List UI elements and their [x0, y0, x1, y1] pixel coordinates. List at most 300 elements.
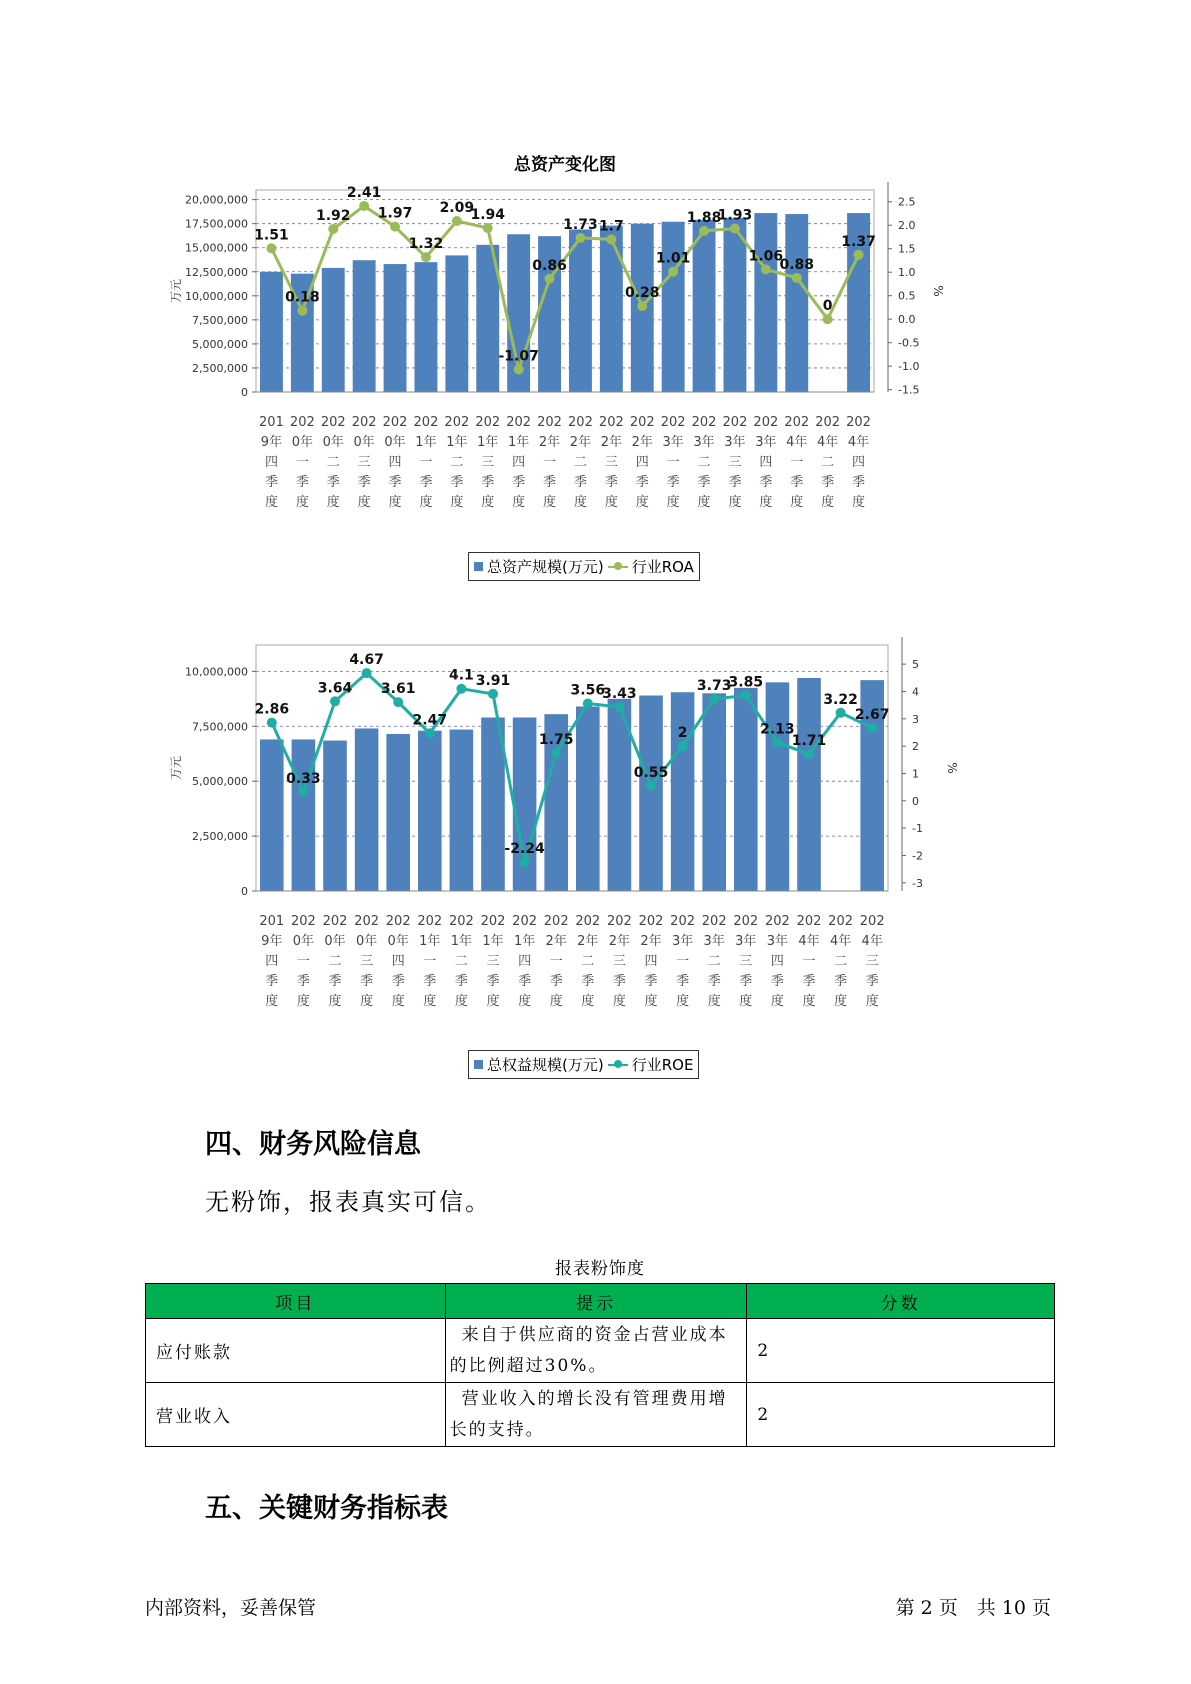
series-point [393, 697, 403, 707]
chart-title: 总资产变化图 [514, 155, 616, 175]
x-tick-label: 度 [296, 994, 310, 1009]
column-header: 项目 [146, 1284, 446, 1319]
data-label: 1.94 [470, 207, 506, 224]
bar [662, 222, 685, 392]
x-tick-label: 度 [644, 994, 658, 1009]
x-tick-label: 202 [351, 415, 377, 430]
series-point [298, 787, 308, 797]
x-tick-label: 三 [357, 455, 371, 470]
x-tick-label: 1年 [477, 435, 499, 450]
x-tick-label: 度 [512, 495, 526, 510]
x-tick-label: 度 [573, 495, 587, 510]
x-tick-label: 202 [322, 914, 348, 929]
y-tick-label: 0 [241, 386, 248, 399]
bar [260, 739, 284, 891]
x-tick-label: 度 [759, 495, 773, 510]
x-tick-label: 度 [543, 495, 557, 510]
x-tick-label: 201 [259, 415, 284, 430]
data-label: 1.7 [598, 218, 624, 235]
x-tick-label: 季 [697, 475, 711, 490]
x-tick-label: 0年 [322, 435, 344, 450]
series-point [421, 252, 431, 262]
x-tick-label: 4年 [786, 435, 808, 450]
y2-tick-label: -0.5 [898, 336, 920, 350]
x-tick-label: 度 [264, 495, 278, 510]
data-label: 3.64 [317, 680, 353, 697]
x-tick-label: 度 [707, 994, 721, 1009]
x-tick-label: 度 [423, 994, 437, 1009]
x-tick-label: 三 [481, 455, 495, 470]
x-tick-label: 202 [290, 914, 316, 929]
x-tick-label: 2年 [608, 934, 631, 949]
x-tick-label: 2年 [640, 934, 662, 949]
x-tick-label: 0年 [292, 934, 315, 949]
x-tick-label: 202 [385, 914, 411, 929]
x-tick-label: 二 [581, 954, 595, 969]
data-label: 1.88 [686, 209, 722, 226]
whitewash-table [145, 1283, 1055, 1447]
x-tick-label: 季 [802, 974, 816, 989]
legend-label-bar: 总资产规模(万元) [487, 558, 604, 576]
x-tick-label: 三 [612, 954, 626, 969]
bar [355, 728, 379, 891]
x-tick-label: 季 [486, 974, 500, 989]
series-point [483, 223, 493, 233]
data-label: 3.22 [823, 691, 858, 708]
data-label: 1.32 [408, 236, 444, 253]
x-tick-label: 度 [518, 994, 532, 1009]
y-tick-label: 5,000,000 [192, 337, 248, 351]
y-tick-label: 12,500,000 [185, 265, 248, 279]
x-tick-label: 季 [581, 974, 595, 989]
data-label: 3.61 [380, 681, 416, 698]
x-tick-label: 3年 [703, 934, 725, 949]
y-tick-label: 10,000,000 [185, 665, 248, 679]
x-tick-label: 度 [454, 994, 468, 1009]
x-tick-label: 四 [635, 455, 649, 470]
x-tick-label: 二 [328, 954, 342, 969]
y-tick-label: 0 [241, 885, 248, 898]
y2-tick-label: 2.5 [898, 195, 916, 209]
x-tick-label: 度 [790, 495, 804, 510]
x-tick-label: 202 [764, 914, 790, 929]
data-label: 1.37 [841, 233, 876, 250]
y-tick-label: 2,500,000 [192, 361, 248, 375]
x-tick-label: 二 [450, 455, 464, 470]
x-tick-label: 4年 [861, 934, 883, 949]
x-tick-label: 度 [581, 994, 595, 1009]
x-tick-label: 2年 [600, 435, 622, 450]
data-label: 1.93 [717, 207, 753, 224]
y2-tick-label: 1.5 [898, 242, 916, 256]
chart-canvas [170, 184, 960, 574]
x-tick-label: 202 [320, 415, 346, 430]
series-point [266, 243, 276, 253]
x-tick-label: 202 [828, 914, 854, 929]
x-tick-label: 四 [770, 954, 784, 969]
y2-tick-label: 2.0 [898, 219, 916, 233]
x-tick-label: 3年 [724, 435, 746, 450]
x-tick-label: 202 [575, 914, 601, 929]
x-tick-label: 季 [295, 475, 309, 490]
y2-tick-label: -1.0 [898, 360, 920, 374]
bar [671, 692, 695, 891]
x-tick-label: 度 [295, 495, 309, 510]
cell-tip [445, 1383, 747, 1447]
x-tick-label: 0年 [353, 435, 375, 450]
x-tick-label: 2年 [577, 934, 599, 949]
cell-tip [445, 1319, 747, 1383]
x-tick-label: 一 [296, 954, 310, 969]
bar [450, 730, 474, 891]
y-axis-title: 万元 [169, 755, 183, 781]
x-tick-label: 二 [834, 954, 848, 969]
x-tick-label: 202 [444, 415, 470, 430]
series-point [425, 728, 435, 738]
data-label: 1.75 [538, 731, 574, 748]
chart-canvas [169, 652, 960, 1071]
x-tick-label: 季 [264, 475, 278, 490]
x-tick-label: 度 [728, 495, 742, 510]
series-point [575, 233, 585, 243]
table-header-row [146, 1284, 1055, 1319]
x-tick-label: 季 [573, 475, 587, 490]
risk-summary-text: 无粉饰，报表真实可信。 [205, 1188, 491, 1216]
cell-score: 2 [747, 1383, 1055, 1447]
x-tick-label: 202 [568, 415, 593, 430]
x-tick-label: 3年 [766, 934, 789, 949]
data-label: 4.1 [448, 667, 474, 684]
bar [569, 229, 592, 392]
x-tick-label: 202 [506, 415, 532, 430]
series-point [836, 708, 846, 718]
series-point [606, 234, 616, 244]
series-point [488, 689, 498, 699]
data-label: 2.67 [854, 706, 890, 723]
legend-line-swatch [608, 562, 628, 571]
y2-tick-label: 0.0 [898, 313, 916, 327]
data-label: 2 [677, 725, 688, 742]
section-heading-financial-risk: 四、财务风险信息 [205, 1129, 421, 1160]
x-tick-label: 0年 [355, 934, 378, 949]
legend-bar-swatch [474, 562, 483, 571]
x-tick-label: 202 [480, 914, 506, 929]
series-point [709, 694, 719, 704]
data-label: 3.73 [696, 677, 732, 694]
x-tick-label: 季 [357, 475, 371, 490]
series-point [390, 222, 400, 232]
x-tick-label: 202 [796, 914, 822, 929]
footer-confidential: 内部资料，妥善保管 [145, 1597, 317, 1619]
x-tick-label: 2年 [569, 435, 592, 450]
x-tick-label: 3年 [662, 435, 684, 450]
data-label: 3.43 [602, 686, 637, 703]
x-tick-label: 三 [865, 954, 879, 969]
x-tick-label: 202 [784, 415, 810, 430]
x-tick-label: 一 [423, 954, 437, 969]
x-tick-label: 季 [612, 974, 626, 989]
x-tick-label: 季 [481, 475, 495, 490]
series-point [297, 306, 307, 316]
chart-legend [468, 552, 700, 581]
total-assets-chart [170, 146, 960, 596]
x-tick-label: 1年 [446, 435, 468, 450]
x-tick-label: 一 [543, 455, 557, 470]
data-label: 4.67 [349, 652, 384, 669]
x-tick-label: 202 [753, 415, 779, 430]
x-tick-label: 三 [739, 954, 753, 969]
x-tick-label: 度 [357, 495, 371, 510]
bar [600, 226, 623, 392]
data-label: 2.41 [346, 184, 382, 201]
x-tick-label: 2年 [538, 435, 561, 450]
tip-line: 营业收入的增长没有管理费用增 [461, 1388, 728, 1409]
y-tick-label: 7,500,000 [192, 720, 248, 734]
x-tick-label: 度 [326, 495, 340, 510]
x-tick-label: 季 [391, 974, 405, 989]
x-tick-label: 季 [604, 475, 618, 490]
x-tick-label: 0年 [387, 934, 409, 949]
x-tick-label: 度 [391, 994, 405, 1009]
x-tick-label: 四 [265, 954, 279, 969]
data-label: 0.33 [286, 770, 321, 787]
x-tick-label: 一 [790, 455, 804, 470]
x-tick-label: 0年 [291, 435, 313, 450]
x-tick-label: 1年 [419, 934, 441, 949]
x-tick-label: 季 [644, 974, 658, 989]
y2-tick-label: 1 [912, 767, 919, 781]
data-label: 0.88 [779, 256, 815, 273]
x-tick-label: 1年 [482, 934, 504, 949]
bar [384, 264, 407, 392]
x-tick-label: 一 [295, 455, 309, 470]
series-point [359, 201, 369, 211]
x-tick-label: 度 [481, 495, 495, 510]
chart-legend [468, 1050, 699, 1079]
data-label: 3.85 [728, 674, 764, 691]
y2-tick-label: -3 [912, 876, 923, 890]
x-tick-label: 1年 [513, 934, 536, 949]
x-tick-label: 季 [419, 475, 433, 490]
x-tick-label: 度 [612, 994, 626, 1009]
legend-label-bar: 总权益规模(万元) [487, 1056, 604, 1074]
x-tick-label: 202 [289, 415, 315, 430]
x-tick-label: 0年 [324, 934, 346, 949]
series-point [730, 224, 740, 234]
x-tick-label: 4年 [798, 934, 820, 949]
x-tick-label: 季 [549, 974, 563, 989]
x-tick-label: 202 [701, 914, 727, 929]
x-tick-label: 季 [450, 475, 464, 490]
data-label: 1.71 [791, 733, 827, 750]
x-tick-label: 季 [423, 974, 437, 989]
bar [797, 678, 821, 891]
x-tick-label: 度 [821, 495, 835, 510]
x-tick-label: 度 [265, 994, 279, 1009]
y2-tick-label: 1.0 [898, 266, 916, 280]
y2-tick-label: 4 [912, 685, 919, 699]
x-tick-label: 202 [670, 914, 696, 929]
x-tick-label: 3年 [671, 934, 694, 949]
x-tick-label: 202 [543, 914, 569, 929]
data-label: 3.56 [570, 682, 606, 699]
x-tick-label: 季 [759, 475, 773, 490]
tip-line: 来自于供应商的资金占营业成本 [461, 1324, 728, 1345]
bar [418, 731, 442, 891]
x-tick-label: 度 [676, 994, 690, 1009]
x-tick-label: 四 [512, 455, 526, 470]
table-row [146, 1319, 1055, 1383]
x-tick-label: 202 [859, 914, 885, 929]
x-tick-label: 度 [802, 994, 816, 1009]
bar [386, 734, 410, 891]
x-tick-label: 季 [454, 974, 468, 989]
y-tick-label: 5,000,000 [192, 775, 248, 789]
data-label: 1.51 [254, 227, 289, 244]
x-tick-label: 度 [388, 495, 402, 510]
data-label: 1.06 [748, 248, 784, 265]
x-tick-label: 四 [518, 954, 532, 969]
x-tick-label: 季 [518, 974, 532, 989]
x-tick-label: 202 [606, 914, 632, 929]
x-tick-label: 度 [360, 994, 374, 1009]
bar [702, 693, 726, 891]
series-point [614, 702, 624, 712]
x-tick-label: 季 [728, 475, 742, 490]
x-tick-label: 三 [360, 954, 374, 969]
x-tick-label: 度 [604, 495, 618, 510]
series-point [456, 684, 466, 694]
series-point [741, 691, 751, 701]
x-tick-label: 一 [676, 954, 690, 969]
x-tick-label: 度 [486, 994, 500, 1009]
x-tick-label: 季 [770, 974, 784, 989]
x-tick-label: 二 [573, 455, 587, 470]
series-point [551, 748, 561, 758]
x-tick-label: 202 [512, 914, 538, 929]
x-tick-label: 季 [834, 974, 848, 989]
x-tick-label: 季 [360, 974, 374, 989]
bar [693, 220, 716, 392]
x-tick-label: 202 [846, 415, 871, 430]
x-tick-label: 度 [549, 994, 563, 1009]
x-tick-label: 四 [388, 455, 402, 470]
series-point [646, 781, 656, 791]
series-point [678, 741, 688, 751]
x-tick-label: 度 [739, 994, 753, 1009]
column-header: 分数 [747, 1284, 1055, 1319]
y-tick-label: 20,000,000 [185, 193, 248, 207]
x-tick-label: 度 [697, 495, 711, 510]
x-tick-label: 季 [326, 475, 340, 490]
bar [415, 262, 438, 392]
data-label: 1.97 [377, 205, 413, 222]
x-tick-label: 季 [388, 475, 402, 490]
data-label: 0 [822, 298, 833, 315]
bar [322, 268, 345, 392]
table-row [146, 1383, 1055, 1447]
x-tick-label: 202 [537, 415, 562, 430]
x-tick-label: 202 [815, 415, 841, 430]
x-tick-label: 度 [666, 495, 680, 510]
x-tick-label: 4年 [847, 435, 870, 450]
legend-label-line: 行业ROE [631, 1056, 694, 1074]
series-point [823, 314, 833, 324]
x-tick-label: 度 [852, 495, 866, 510]
legend-label-line: 行业ROA [631, 558, 694, 576]
x-tick-label: 202 [691, 415, 717, 430]
tip-line: 的比例超过30%。 [449, 1355, 608, 1376]
x-tick-label: 202 [413, 415, 439, 430]
x-tick-label: 二 [697, 455, 711, 470]
bar [353, 260, 376, 392]
series-point [772, 738, 782, 748]
data-label: -1.07 [498, 348, 539, 365]
column-header: 提示 [445, 1284, 747, 1319]
cell-item: 营业收入 [146, 1383, 446, 1447]
y2-tick-label: -2 [912, 849, 923, 863]
x-tick-label: 季 [265, 974, 279, 989]
x-tick-label: 2年 [631, 435, 653, 450]
bar [639, 696, 663, 891]
x-tick-label: 202 [475, 415, 501, 430]
y-tick-label: 7,500,000 [192, 313, 248, 327]
x-tick-label: 2年 [545, 934, 567, 949]
x-tick-label: 季 [296, 974, 310, 989]
data-label: 0.55 [633, 764, 669, 781]
series-point [792, 273, 802, 283]
total-equity-chart [170, 643, 960, 1093]
x-tick-label: 202 [660, 415, 686, 430]
bar [754, 213, 777, 392]
cell-item: 应付账款 [146, 1319, 446, 1383]
legend-bar-swatch [474, 1060, 483, 1069]
data-label: -2.24 [504, 841, 545, 858]
y2-tick-label: -1 [912, 822, 923, 836]
bar [785, 214, 808, 392]
tip-line: 长的支持。 [449, 1419, 545, 1440]
series-point [362, 668, 372, 678]
x-tick-label: 202 [417, 914, 443, 929]
x-tick-label: 季 [707, 974, 721, 989]
x-tick-label: 度 [450, 495, 464, 510]
bar [724, 218, 747, 392]
x-tick-label: 0年 [384, 435, 406, 450]
data-label: 2.13 [760, 721, 795, 738]
series-point [804, 749, 814, 759]
x-tick-label: 202 [354, 914, 380, 929]
series-point [452, 216, 462, 226]
bar [734, 688, 758, 891]
x-tick-label: 二 [707, 954, 721, 969]
series-point [761, 264, 771, 274]
x-tick-label: 9年 [260, 435, 283, 450]
cell-score: 2 [747, 1319, 1055, 1383]
x-tick-label: 一 [419, 455, 433, 470]
x-tick-label: 4年 [817, 435, 839, 450]
x-tick-label: 四 [852, 455, 866, 470]
x-tick-label: 1年 [450, 934, 473, 949]
x-tick-label: 二 [326, 455, 340, 470]
x-tick-label: 一 [802, 954, 816, 969]
data-label: 0.28 [624, 285, 660, 302]
x-tick-label: 202 [382, 415, 408, 430]
y2-axis-title: % [931, 285, 945, 297]
x-tick-label: 四 [264, 455, 278, 470]
series-point [514, 364, 524, 374]
section-heading-key-indicators: 五、关键财务指标表 [205, 1493, 448, 1524]
y2-tick-label: 0 [912, 794, 919, 808]
